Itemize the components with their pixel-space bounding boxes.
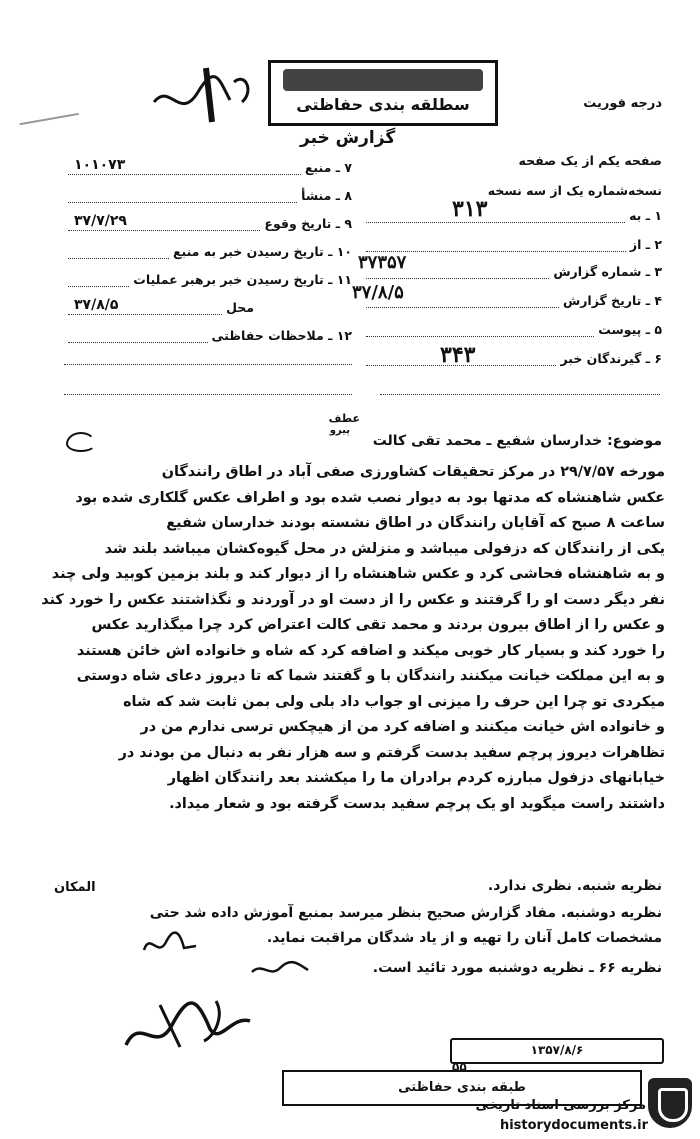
subject-line: موضوع: خدارسان شفیع ـ محمد تقی کالت	[372, 433, 662, 449]
field-occurrence-date-line	[68, 213, 260, 231]
body-line: عکس شاهنشاه که مدتها بود به دیوار نصب شده بود و اطراف عکس گلکاری شده بود	[75, 489, 665, 506]
field-report-number-value: ۳۷۳۵۷	[358, 252, 407, 273]
field-place-line	[68, 297, 222, 315]
body-line: داشتند راست میگوید او یک پرچم سفید بدست گرفته بود و شعار میداد.	[169, 795, 665, 812]
handwritten-scribble-top-left	[150, 62, 260, 132]
watermark-text: مرکز بررسی اسناد تاریخی	[475, 1098, 646, 1113]
subject-annotation-bottom: پیرو	[329, 425, 350, 436]
subject-annotation-top: عطف	[328, 412, 360, 425]
signature-large	[120, 985, 260, 1065]
archive-logo-icon	[648, 1078, 692, 1128]
field-receipt-source	[64, 244, 352, 259]
body-line: ساعت ۸ صبح که آقایان رانندگان در اطاق نشسته بودند خدارسان شفیع	[166, 515, 665, 531]
opinion-monday-line2: مشخصات کامل آنان را تهیه و از یاد شدگان مراقبت نماید.	[266, 930, 662, 946]
handwritten-note: المکان	[54, 880, 96, 895]
opinion-saturday: نظریه شنبه. نظری ندارد.	[487, 878, 662, 894]
field-place	[64, 297, 254, 315]
body-line: تظاهرات دیروز پرچم سفید بدست گرفتم و سه هزار نفر به دنبال من بودند در	[118, 744, 665, 761]
body-line: را خورد کند و بسیار کار خوبی میکند و اضافه کرد که شاه و خانواده اش خائن هستند	[76, 642, 665, 659]
signature-small	[140, 928, 200, 962]
field-security-notes-label: ۱۲ ـ ملاحظات حفاظتی	[211, 328, 352, 343]
field-receipt-ops-label: ۱۱ ـ تاریخ رسیدن خبر برهبر عملیات	[133, 272, 352, 287]
document-title: گزارش خبر	[300, 128, 396, 148]
urgency-label: درجه فوریت	[583, 96, 662, 111]
field-place-label: محل	[226, 300, 254, 315]
bottom-classification-stamp: طبقه بندی حفاظتی	[282, 1070, 642, 1106]
body-line: خیابانهای دزفول مبارزه کردم برادران ما را میکشند بعد رانندگان اظهار	[167, 770, 665, 786]
date-stamp: ۱۳۵۷/۸/۶	[450, 1038, 664, 1064]
field-report-date	[362, 293, 662, 308]
body-line: و خانواده اش خیانت میکنند و اضافه کرد من از هیچکس ترسی ندارم من در	[140, 719, 665, 735]
field-origin	[64, 188, 352, 203]
page-mark: ۵۵	[452, 1060, 467, 1074]
classification-stamp	[268, 60, 498, 126]
page-info: صفحه یکم از یک صفحه	[518, 153, 662, 168]
field-source-label: ۷ ـ منبع	[304, 160, 352, 175]
field-attachments	[362, 322, 662, 337]
blank-line-2	[64, 394, 352, 395]
field-security-notes-line	[68, 328, 208, 343]
field-from-line	[366, 237, 626, 252]
field-report-number-label: ۳ ـ شماره گزارش	[553, 264, 662, 279]
report-body	[40, 460, 665, 817]
field-source-value: ۱۰۱۰۷۳	[74, 157, 126, 173]
field-recipients	[362, 351, 662, 366]
body-line: نفر دیگر دست او را گرفتند و عکس را از دست او در آوردند و نگذاشتند عکس را خورد کند	[41, 591, 665, 608]
body-line: یکی از رانندگان که دزفولی میباشد و منزلش در محل گیوه‌کشان میباشد بلند شد	[104, 540, 665, 557]
field-report-date-value: ۳۷/۸/۵	[352, 282, 404, 303]
field-receipt-ops-value: ۳۷/۸/۵	[74, 297, 119, 313]
stamp-smudge	[283, 69, 483, 91]
field-source	[64, 157, 352, 175]
field-attachments-line	[366, 322, 594, 337]
subject-scribble-mark	[66, 432, 96, 452]
field-occurrence-date-label: ۹ ـ تاریخ وقوع	[264, 216, 352, 231]
field-report-number	[362, 264, 662, 279]
field-occurrence-date	[64, 213, 352, 231]
field-occurrence-date-value: ۳۷/۷/۲۹	[74, 213, 127, 229]
body-line: و عکس را از اطاق بیرون بردند و محمد تقی کالت اعتراض کرد چرا میگذارید عکس	[91, 617, 665, 633]
field-source-line	[68, 157, 301, 175]
field-attachments-label: ۵ ـ پیوست	[598, 322, 662, 337]
blank-line-3	[380, 394, 660, 395]
field-receipt-source-label: ۱۰ ـ تاریخ رسیدن خبر به منبع	[172, 244, 352, 259]
blank-line-1	[64, 364, 352, 365]
field-to-line	[366, 208, 625, 223]
field-receipt-ops-line	[68, 272, 129, 287]
body-line: مورخه ۲۹/۷/۵۷ در مرکز تحقیقات کشاورزی صفی آباد در اطاق رانندگان	[161, 464, 665, 480]
stamp-label: سطلقه بندی حفاظتی	[296, 95, 470, 114]
copy-info: نسخه‌شماره یک از سه نسخه	[487, 183, 662, 198]
body-line: و به این مملکت خیانت میکنند رانندگان با و گفتند شما که تا دیروز دعای شاه دوستی	[76, 668, 665, 684]
body-line: میکردی تو چرا این حرف را میزنی او جواب داد بلی ولی بمن ثابت شد که شاه	[123, 693, 665, 710]
field-recipients-value: ۳۴۳	[440, 342, 476, 368]
body-line: و به شاهنشاه فحاشی کرد و عکس شاهنشاه را از دیوار کند و بلند بزمین کوبید ولی چند	[51, 566, 665, 582]
field-to-value: ۳۱۳	[452, 196, 488, 222]
field-to	[362, 208, 662, 223]
field-from-label: ۲ ـ از	[629, 237, 662, 252]
field-to-label: ۱ ـ به	[629, 208, 662, 223]
field-origin-line	[68, 188, 297, 203]
opinion-66: نظریه ۶۶ ـ نظریه دوشنبه مورد تائید است.	[372, 960, 662, 976]
signature-line	[250, 960, 310, 980]
field-from	[362, 237, 662, 252]
opinion-monday-line1: نظریه دوشنبه. مفاد گزارش صحیح بنظر میرسد بمنبع آموزش داده شد حتی	[149, 905, 662, 921]
field-receipt-source-line	[68, 244, 169, 259]
field-security-notes	[64, 328, 352, 343]
field-origin-label: ۸ ـ منشأ	[301, 188, 352, 203]
edge-mark	[19, 113, 80, 135]
field-recipients-label: ۶ ـ گیرندگان خبر	[560, 351, 662, 366]
field-report-date-label: ۴ ـ تاریخ گزارش	[562, 293, 662, 308]
field-receipt-ops	[64, 272, 352, 287]
watermark-url: historydocuments.ir	[499, 1118, 648, 1133]
